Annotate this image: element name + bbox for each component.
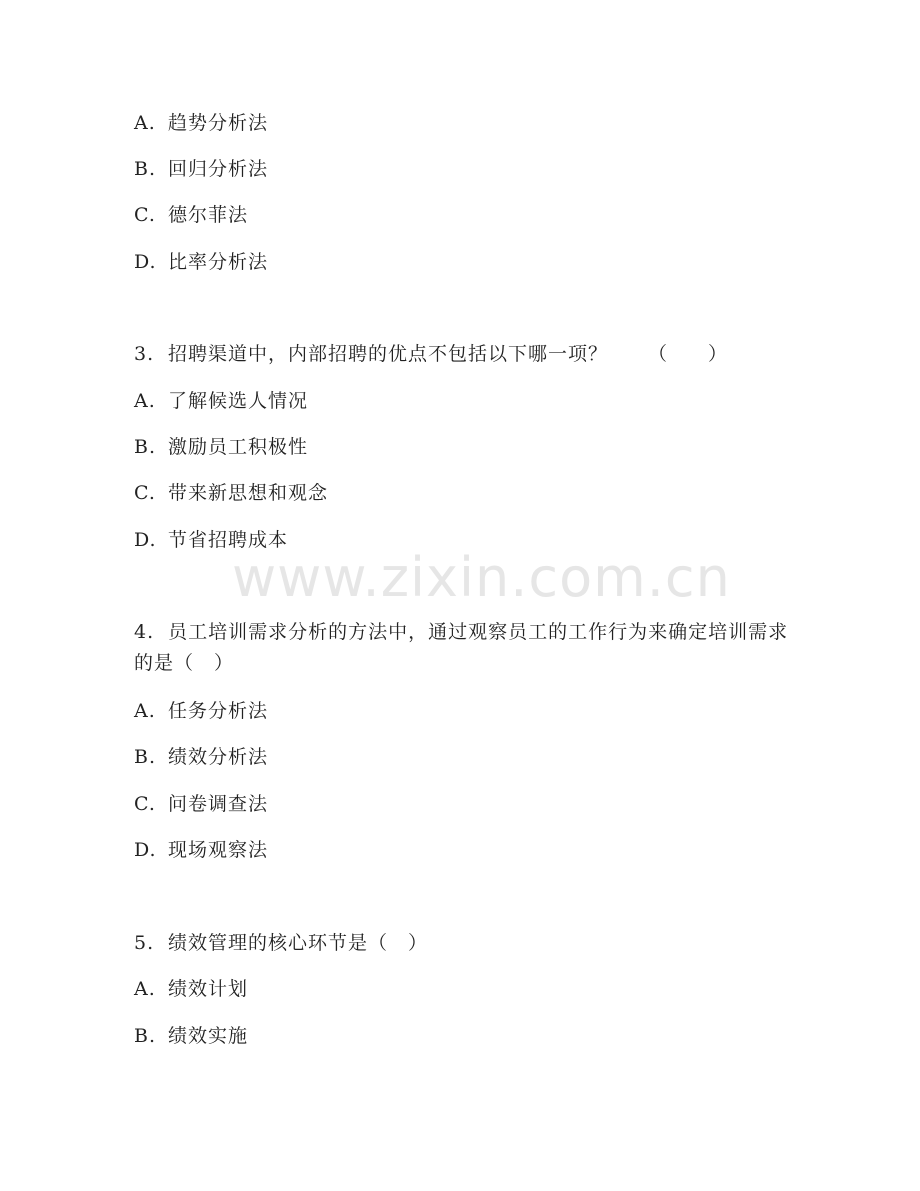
option-text: 问卷调查法 — [168, 793, 269, 815]
question-text: 绩效管理的核心环节是（ ） — [168, 932, 429, 954]
option-text: 德尔菲法 — [168, 204, 249, 226]
q2-option-b — [134, 157, 268, 181]
q2-option-c — [134, 203, 248, 227]
q3-option-d — [134, 528, 288, 552]
option-label: B. — [134, 746, 157, 768]
question-number: 4. — [134, 621, 155, 643]
q5-option-b — [134, 1024, 248, 1048]
option-label: D. — [134, 839, 157, 861]
q4-option-c — [134, 792, 268, 816]
option-label: C. — [134, 482, 156, 504]
q3-stem — [134, 342, 728, 366]
option-text: 绩效计划 — [168, 978, 249, 1000]
q3-option-c — [134, 481, 328, 505]
watermark: www.zixin.com.cn — [232, 546, 731, 609]
option-text: 现场观察法 — [168, 839, 269, 861]
q4-stem — [134, 617, 794, 679]
q2-option-d — [134, 250, 268, 274]
option-text: 任务分析法 — [168, 700, 269, 722]
q2-option-a — [134, 111, 268, 135]
question-text: 员工培训需求分析的方法中，通过观察员工的工作行为来确定培训需求的是（ ） — [134, 621, 789, 674]
option-text: 绩效分析法 — [168, 746, 269, 768]
option-text: 绩效实施 — [168, 1025, 249, 1047]
question-number: 5. — [134, 932, 155, 954]
option-text: 比率分析法 — [168, 251, 269, 273]
q4-option-b — [134, 745, 268, 769]
option-label: D. — [134, 529, 157, 551]
option-label: C. — [134, 793, 156, 815]
option-text: 带来新思想和观念 — [168, 482, 329, 504]
option-label: A. — [134, 390, 156, 412]
option-label: D. — [134, 251, 157, 273]
question-text: 招聘渠道中，内部招聘的优点不包括以下哪一项？ — [168, 343, 609, 365]
q5-stem — [134, 931, 428, 955]
question-number: 3. — [134, 343, 155, 365]
option-label: A. — [134, 112, 156, 134]
option-text: 趋势分析法 — [168, 112, 269, 134]
answer-paren: （ ） — [648, 343, 729, 365]
option-text: 回归分析法 — [168, 158, 269, 180]
option-text: 激励员工积极性 — [168, 436, 309, 458]
option-label: B. — [134, 158, 157, 180]
option-label: A. — [134, 978, 156, 1000]
option-text: 节省招聘成本 — [168, 529, 289, 551]
option-label: A. — [134, 700, 156, 722]
q5-option-a — [134, 977, 248, 1001]
q3-option-b — [134, 435, 308, 459]
option-label: B. — [134, 1025, 157, 1047]
option-text: 了解候选人情况 — [168, 390, 309, 412]
q4-option-d — [134, 838, 268, 862]
option-label: B. — [134, 436, 157, 458]
q3-option-a — [134, 389, 308, 413]
q4-option-a — [134, 699, 268, 723]
option-label: C. — [134, 204, 156, 226]
